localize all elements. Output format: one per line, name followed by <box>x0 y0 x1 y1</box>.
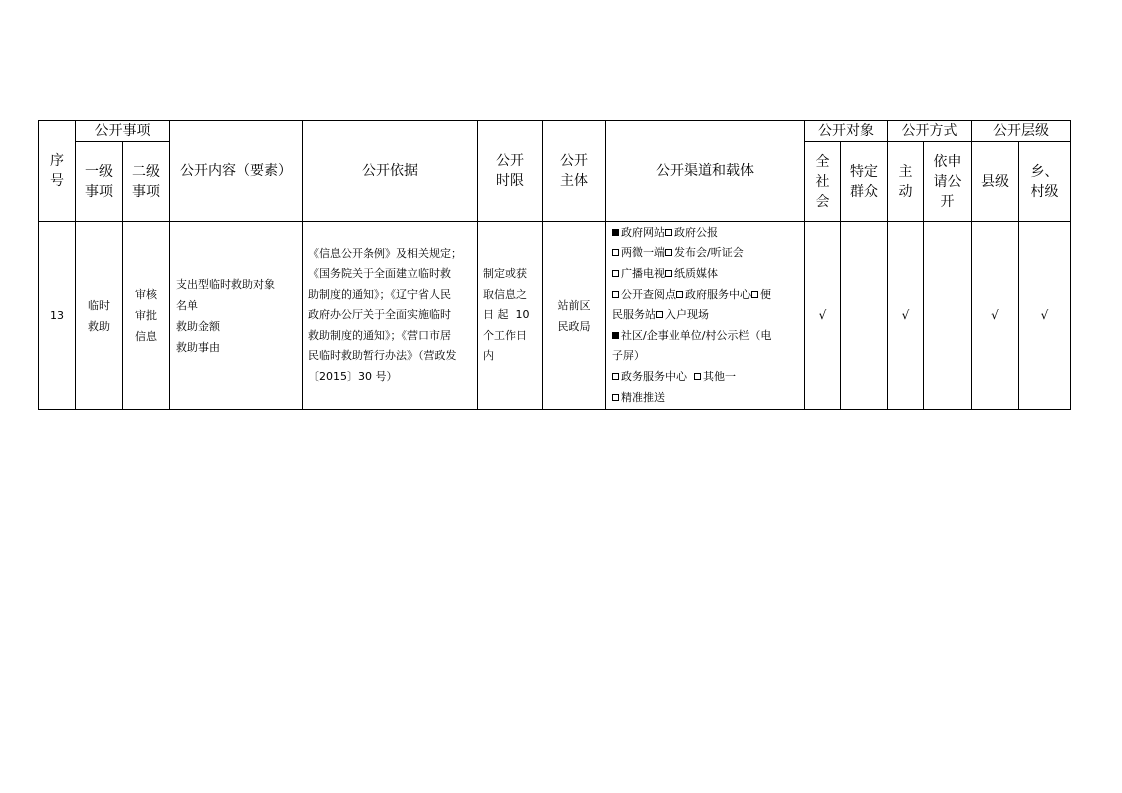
header-target-all-line: 会 <box>815 193 830 210</box>
header-seq-line: 序 <box>50 153 64 169</box>
header-group-target: 公开对象 <box>805 121 888 142</box>
header-level-town <box>1019 142 1071 222</box>
channel-label: 政务服务中心 <box>621 369 694 383</box>
channel-label: 公开查阅点 <box>621 287 676 301</box>
cell-seq: 13 <box>39 222 76 410</box>
channel-label: 广播电视 <box>621 267 665 281</box>
unchecked-box-icon <box>694 373 701 380</box>
channel-label: 纸质媒体 <box>674 267 718 281</box>
check-method-active: √ <box>888 222 924 410</box>
unchecked-box-icon <box>612 394 619 401</box>
unchecked-box-icon <box>656 311 663 318</box>
header-timelimit-line: 公开 <box>496 153 524 169</box>
header-level-town-line: 村级 <box>1030 183 1059 200</box>
unchecked-box-icon <box>665 270 672 277</box>
channel-line <box>612 243 798 264</box>
cell-timelimit-line: 取信息之 <box>483 287 527 301</box>
channel-label: 两微一端 <box>621 246 665 260</box>
channel-label: 政府服务中心 <box>685 287 751 301</box>
checked-box-icon <box>612 229 619 236</box>
unchecked-box-icon <box>665 229 672 236</box>
header-content: 公开内容（要素） <box>170 121 303 222</box>
header-group-items: 公开事项 <box>76 121 170 142</box>
header-method-active-line: 主 <box>898 163 913 180</box>
channel-line <box>612 367 798 388</box>
header-channels: 公开渠道和载体 <box>606 121 805 222</box>
header-target-specific-line: 特定 <box>850 163 878 180</box>
disclosure-table <box>38 120 1071 410</box>
checked-box-icon <box>612 332 619 339</box>
header-subject-line: 公开 <box>560 153 588 169</box>
cell-subject-line: 站前区 <box>557 298 591 312</box>
header-level1 <box>76 142 123 222</box>
cell-level2-line: 信息 <box>135 330 157 343</box>
header-target-specific-line: 群众 <box>850 183 878 200</box>
channel-line <box>612 285 798 306</box>
cell-level1-line: 临时 <box>88 298 110 312</box>
header-timelimit <box>478 121 543 222</box>
cell-basis-line: 〔2015〕30 号） <box>308 369 398 383</box>
cell-basis-line: 政府办公厅关于全面实施临时 <box>308 308 451 322</box>
cell-basis <box>303 222 478 410</box>
header-subject <box>543 121 606 222</box>
header-seq <box>39 121 76 222</box>
cell-basis-line: 助制度的通知》；《辽宁省人民 <box>308 287 451 301</box>
header-target-all <box>805 142 841 222</box>
unchecked-box-icon <box>612 291 619 298</box>
cell-level2 <box>123 222 170 410</box>
header-level-town-line: 乡、 <box>1030 163 1059 180</box>
cell-level2-line: 审批 <box>135 309 157 322</box>
channel-line <box>612 346 798 367</box>
cell-basis-line: 救助制度的通知》；《营口市居 <box>308 328 451 342</box>
header-subject-line: 主体 <box>560 173 588 189</box>
channel-label: 其他一 <box>703 369 736 383</box>
channel-line <box>612 326 798 347</box>
cell-basis-line: 民临时救助暂行办法》（营政发 <box>308 349 457 363</box>
channel-line <box>612 223 798 244</box>
header-method-apply <box>924 142 972 222</box>
header-basis: 公开依据 <box>303 121 478 222</box>
cell-timelimit-line: 日 起 10 <box>483 308 530 322</box>
cell-timelimit-line: 内 <box>483 349 494 363</box>
unchecked-box-icon <box>665 249 672 256</box>
channel-label: 便 <box>760 287 771 301</box>
channel-label: 政府网站 <box>621 225 665 239</box>
channel-line <box>612 305 798 326</box>
cell-content <box>170 222 303 410</box>
header-group-level: 公开层级 <box>972 121 1071 142</box>
channel-label: 政府公报 <box>674 225 718 239</box>
header-level2-line: 事项 <box>132 183 160 200</box>
header-level2-line: 二级 <box>132 163 160 180</box>
channel-label: 社区/企事业单位/村公示栏（电 <box>621 328 772 342</box>
unchecked-box-icon <box>676 291 683 298</box>
table-row <box>39 222 1071 410</box>
header-timelimit-line: 时限 <box>496 173 524 189</box>
check-level-town: √ <box>1019 222 1071 410</box>
header-level1-line: 一级 <box>85 163 113 180</box>
cell-basis-line: 《国务院关于全面建立临时救 <box>308 267 451 281</box>
cell-timelimit <box>478 222 543 410</box>
header-level-county: 县级 <box>972 142 1019 222</box>
check-target-all: √ <box>805 222 841 410</box>
channel-label: 精准推送 <box>621 390 665 404</box>
header-method-active-line: 动 <box>898 183 913 200</box>
cell-content-line: 名单 <box>176 298 198 312</box>
channel-label: 入户现场 <box>665 308 709 322</box>
channel-label: 子屏） <box>612 349 645 363</box>
channel-line <box>612 264 798 285</box>
cell-level1 <box>76 222 123 410</box>
cell-level1-line: 救助 <box>88 319 110 333</box>
cell-channels <box>606 222 805 410</box>
channel-line <box>612 388 798 409</box>
cell-timelimit-line: 个工作日 <box>483 328 527 342</box>
cell-content-line: 支出型临时救助对象 <box>176 277 275 291</box>
unchecked-box-icon <box>612 249 619 256</box>
cell-content-line: 救助金额 <box>176 319 220 333</box>
header-method-apply-line: 请公 <box>933 173 962 190</box>
cell-subject <box>543 222 606 410</box>
header-seq-line: 号 <box>50 173 64 189</box>
header-target-all-line: 全 <box>815 153 830 170</box>
unchecked-box-icon <box>612 270 619 277</box>
cell-basis-line: 《信息公开条例》及相关规定； <box>308 246 462 260</box>
channel-label: 发布会/听证会 <box>674 246 744 260</box>
cell-content-line: 救助事由 <box>176 340 220 354</box>
cell-level2-line: 审核 <box>135 288 157 301</box>
channel-label: 民服务站 <box>612 308 656 322</box>
check-level-county: √ <box>972 222 1019 410</box>
unchecked-box-icon <box>612 373 619 380</box>
check-method-apply <box>924 222 972 410</box>
check-target-specific <box>841 222 888 410</box>
header-method-apply-line: 依申 <box>933 153 962 170</box>
header-level1-line: 事项 <box>85 183 113 200</box>
header-level2 <box>123 142 170 222</box>
cell-subject-line: 民政局 <box>557 319 591 333</box>
header-group-method: 公开方式 <box>888 121 972 142</box>
cell-timelimit-line: 制定或获 <box>483 267 527 281</box>
header-method-active <box>888 142 924 222</box>
unchecked-box-icon <box>751 291 758 298</box>
header-method-apply-line: 开 <box>940 193 955 210</box>
header-target-specific <box>841 142 888 222</box>
header-target-all-line: 社 <box>815 173 830 190</box>
